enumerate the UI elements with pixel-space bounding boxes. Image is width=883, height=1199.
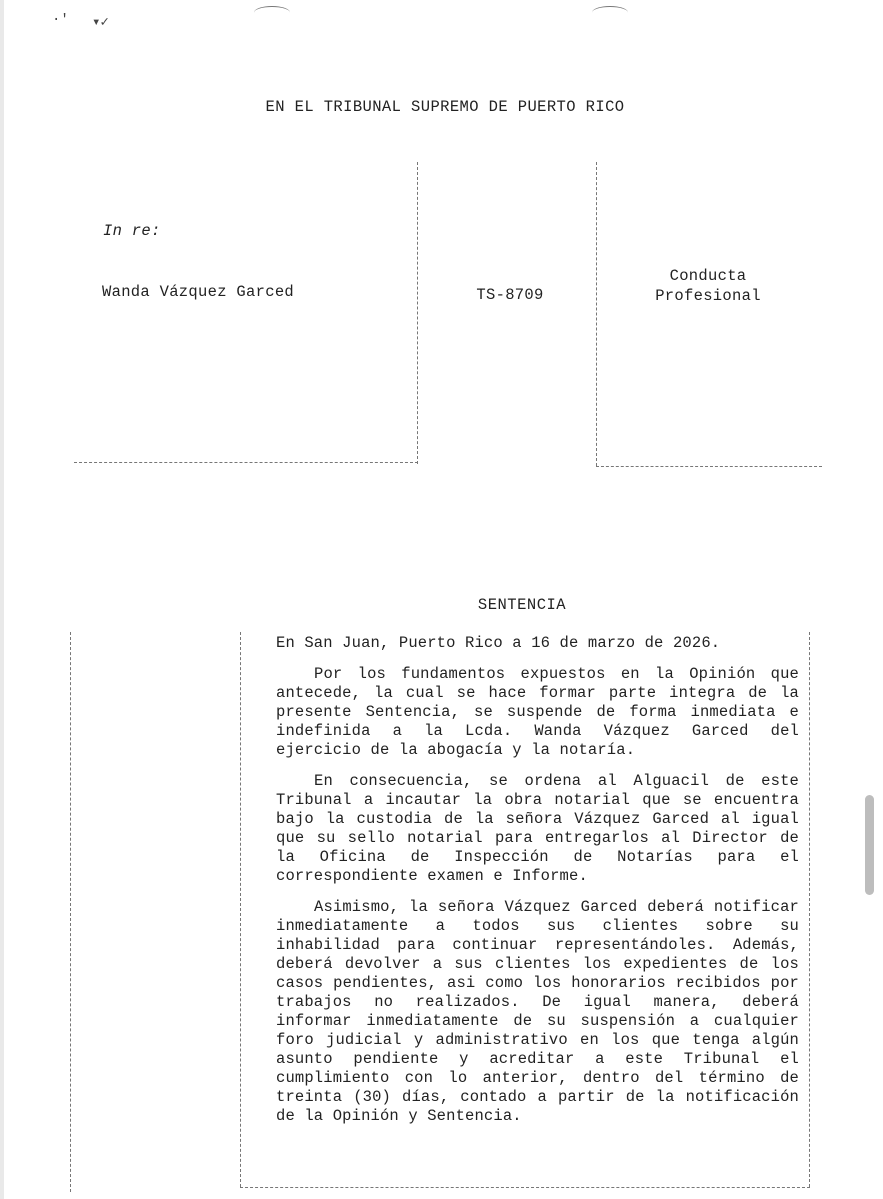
case-type-line2: Profesional bbox=[655, 287, 761, 305]
binding-hole-mark bbox=[254, 6, 290, 19]
paragraph: Por los fundamentos expuestos en la Opinión que antecede, la cual se hace formar parte integra de la presente Sentencia, se suspende de forma inmediata e indefinida a la Lcda. Wanda Vázquez Garced del ejercicio de la abogacía y la notaría. bbox=[276, 665, 799, 759]
caption-divider bbox=[596, 162, 597, 466]
caption-rule bbox=[74, 462, 418, 463]
party-name: Wanda Vázquez Garced bbox=[102, 283, 295, 301]
margin-line bbox=[809, 632, 810, 1187]
case-type-line1: Conducta bbox=[669, 267, 747, 285]
scan-mark: ▾✓ bbox=[92, 15, 109, 31]
paragraph: En consecuencia, se ordena al Alguacil de este Tribunal a incautar la obra notarial que se encuentra bajo la custodia de la señora Vázquez Garced al igual que su sello notarial para entregarlos al Director de la Oficina de Inspección de Notarías para el correspondiente examen e Informe. bbox=[276, 772, 799, 885]
paragraph: Asimismo, la señora Vázquez Garced deberá notificar inmediatamente a todos sus clientes sobre su inhabilidad para continuar representándoles. Además, deberá devolver a sus clientes los expedientes de los casos pendientes, asi como los honorarios recibidos por trabajos no realizados. De igual manera, deberá informar inmediatamente de su suspensión a cualquier foro judicial y administrativo en los que tenga algún asunto pendiente y acreditar a este Tribunal el cumplimiento con lo anterior, dentro del término de treinta (30) días, contado a partir de la notificación de la Opinión y Sentencia. bbox=[276, 898, 799, 1125]
judgment-heading: SENTENCIA bbox=[477, 596, 567, 614]
margin-line bbox=[240, 632, 241, 1187]
scrollbar-thumb[interactable] bbox=[865, 795, 874, 895]
caption-rule bbox=[596, 466, 822, 467]
binding-hole-mark bbox=[592, 6, 628, 19]
judgment-body bbox=[276, 634, 799, 1138]
bottom-rule bbox=[240, 1187, 810, 1188]
caption-divider bbox=[417, 162, 418, 464]
case-type bbox=[630, 266, 786, 306]
scan-mark: ·' bbox=[52, 12, 69, 28]
margin-line bbox=[70, 632, 71, 1192]
scan-edge bbox=[0, 0, 4, 1199]
court-heading: EN EL TRIBUNAL SUPREMO DE PUERTO RICO bbox=[265, 98, 625, 116]
date-line: En San Juan, Puerto Rico a 16 de marzo de 2026. bbox=[276, 634, 721, 652]
in-re-label: In re: bbox=[103, 222, 161, 240]
docket-number: TS-8709 bbox=[476, 286, 544, 304]
